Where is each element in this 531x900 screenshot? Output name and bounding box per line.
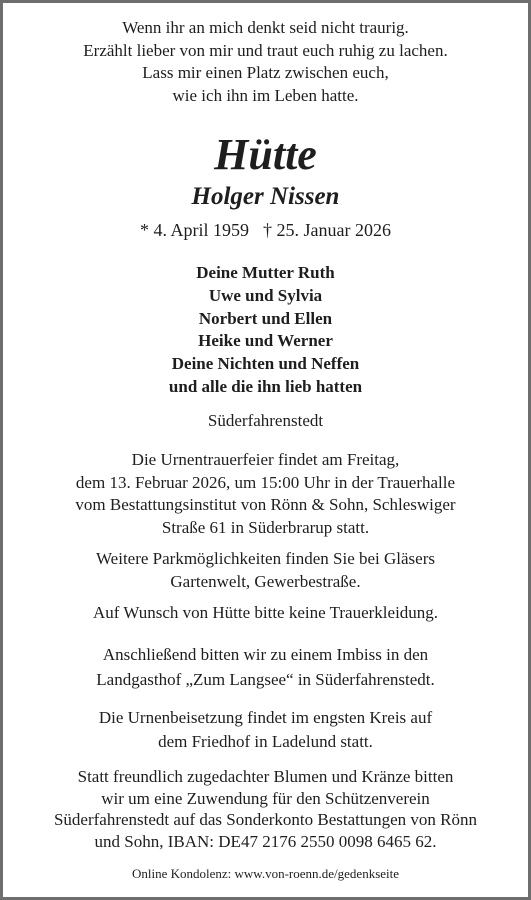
place-of-residence: Süderfahrenstedt [207, 411, 324, 430]
deceased-nickname: Hütte [214, 130, 317, 179]
ceremony-line: vom Bestattungsinstitut von Rönn & Sohn, Schleswiger [75, 495, 456, 514]
online-condolence-link[interactable]: Online Kondolenz: www.von-roenn.de/gedenkseite [131, 866, 400, 881]
ceremony-line: Straße 61 in Süderbrarup statt. [161, 517, 370, 537]
mourners-list [3, 262, 528, 399]
mourner: Norbert und Ellen [198, 308, 333, 328]
life-dates [3, 218, 528, 242]
dress-code-note: Auf Wunsch von Hütte bitte keine Trauerkleidung. [92, 603, 439, 622]
parking-line: Gartenwelt, Gewerbestraße. [170, 572, 361, 591]
donation-info [3, 766, 528, 852]
reception-line: Anschließend bitten wir zu einem Imbiss in den [102, 645, 429, 664]
mourner: Uwe und Sylvia [208, 285, 323, 305]
mourner: und alle die ihn lieb hatten [168, 376, 363, 396]
donation-line: Statt freundlich zugedachter Blumen und Kränze bitten [77, 767, 454, 786]
burial-line: Die Urnenbeisetzung findet im engsten Kreis auf [98, 708, 433, 727]
ceremony-line: dem 13. Februar 2026, um 15:00 Uhr in der Trauerhalle [75, 472, 456, 492]
donation-line: wir um eine Zuwendung für den Schützenverein [101, 788, 430, 808]
mourner: Deine Nichten und Neffen [171, 354, 360, 374]
donation-line: und Sohn, IBAN: DE47 2176 2550 0098 6465 62. [94, 831, 437, 851]
poem-line: wie ich ihn im Leben hatte. [172, 85, 359, 105]
donation-line: Süderfahrenstedt auf das Sonderkonto Bestattungen von Rönn [53, 810, 478, 829]
ceremony-info [3, 449, 528, 539]
poem-line: Erzählt lieber von mir und traut euch ruhig zu lachen. [83, 40, 448, 60]
reception-info [3, 642, 528, 692]
poem [3, 17, 528, 107]
mourner: Deine Mutter Ruth [196, 263, 335, 282]
burial-info [3, 706, 528, 753]
ceremony-line: Die Urnentrauerfeier findet am Freitag, [131, 450, 400, 469]
reception-line: Landgasthof „Zum Langsee“ in Süderfahrenstedt. [96, 670, 435, 689]
burial-line: dem Friedhof in Ladelund statt. [158, 731, 373, 751]
parking-line: Weitere Parkmöglichkeiten finden Sie bei Gläsers [96, 549, 435, 568]
parking-info [3, 547, 528, 593]
mourner: Heike und Werner [198, 331, 333, 351]
birth-date: * 4. April 1959 [140, 220, 250, 240]
poem-line: Wenn ihr an mich denkt seid nicht traurig. [122, 18, 409, 37]
death-date: † 25. Januar 2026 [263, 220, 391, 240]
deceased-full-name: Holger Nissen [191, 183, 340, 210]
poem-line: Lass mir einen Platz zwischen euch, [142, 63, 389, 82]
